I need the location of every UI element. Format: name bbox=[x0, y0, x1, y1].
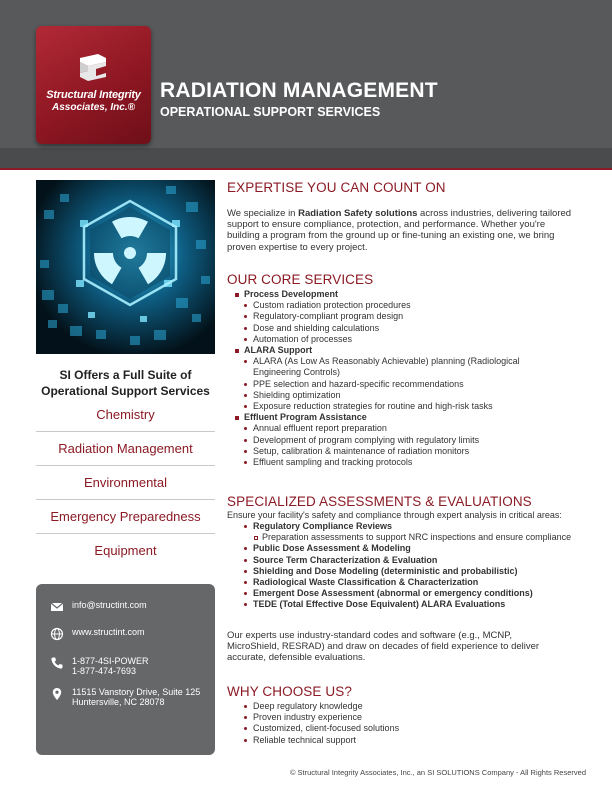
list-item: Source Term Characterization & Evaluation bbox=[227, 555, 597, 566]
expertise-paragraph: We specialize in Radiation Safety solutions across industries, delivering tailored support to ensure compliance, protection, and performance. Whether you're building a program from the ground up or fine-tuning an existing one, we bring proven expertise to every project. bbox=[227, 208, 572, 253]
map-pin-icon bbox=[50, 687, 64, 701]
core-services-list bbox=[227, 289, 597, 468]
list-item: Regulatory-compliant program design bbox=[227, 311, 597, 322]
phone-icon bbox=[50, 656, 64, 670]
assessments-heading: SPECIALIZED ASSESSMENTS & EVALUATIONS bbox=[227, 494, 532, 509]
contact-web-row[interactable] bbox=[50, 627, 145, 641]
list-item: Setup, calibration & maintenance of radiation monitors bbox=[227, 446, 597, 457]
assessments-paragraph: Our experts use industry-standard codes and software (e.g., MCNP, MicroShield, RESRAD) and draw on decades of field experience to deliver accurate, defensible evaluations. bbox=[227, 630, 540, 664]
list-item: Reliable technical support bbox=[227, 735, 597, 746]
list-item: Proven industry experience bbox=[227, 712, 597, 723]
list-item: Effluent Program Assistance bbox=[227, 412, 597, 423]
list-item: Preparation assessments to support NRC inspections and ensure compliance bbox=[227, 532, 597, 543]
assessments-list bbox=[227, 521, 597, 611]
envelope-icon bbox=[50, 600, 64, 614]
list-item: Radiological Waste Classification & Characterization bbox=[227, 577, 597, 588]
contact-phone-1[interactable]: 1-877-4SI-POWER bbox=[72, 656, 149, 666]
globe-icon bbox=[50, 627, 64, 641]
list-item: Development of program complying with regulatory limits bbox=[227, 435, 597, 446]
service-list bbox=[36, 398, 215, 568]
radiation-photo bbox=[36, 180, 215, 354]
expertise-heading: EXPERTISE YOU CAN COUNT ON bbox=[227, 180, 446, 195]
contact-box bbox=[36, 584, 215, 755]
list-item: Regulatory Compliance Reviews bbox=[227, 521, 597, 532]
contact-phone-2[interactable]: 1-877-474-7693 bbox=[72, 666, 137, 676]
service-chemistry[interactable]: Chemistry bbox=[36, 398, 215, 432]
service-emergency-preparedness[interactable]: Emergency Preparedness bbox=[36, 500, 215, 534]
list-item-continuation: Engineering Controls) bbox=[253, 367, 341, 378]
service-radiation-management[interactable]: Radiation Management bbox=[36, 432, 215, 466]
suite-title: SI Offers a Full Suite of Operational Support Services bbox=[41, 368, 210, 398]
company-logo[interactable] bbox=[36, 26, 151, 144]
contact-phone-row[interactable] bbox=[50, 656, 149, 676]
list-item: Automation of processes bbox=[227, 334, 597, 345]
list-item: PPE selection and hazard-specific recommendations bbox=[227, 379, 597, 390]
radiation-trefoil-icon bbox=[36, 180, 215, 354]
contact-email-row[interactable] bbox=[50, 600, 147, 614]
logo-name: Structural Integrity bbox=[46, 89, 141, 101]
list-item: Emergent Dose Assessment (abnormal or emergency conditions) bbox=[227, 588, 597, 599]
assessments-intro: Ensure your facility's safety and compliance through expert analysis in critical areas: bbox=[227, 510, 562, 520]
si-logo-icon bbox=[76, 50, 110, 84]
list-item: Dose and shielding calculations bbox=[227, 323, 597, 334]
list-item: Customized, client-focused solutions bbox=[227, 723, 597, 734]
list-item: TEDE (Total Effective Dose Equivalent) ALARA Evaluations bbox=[227, 599, 597, 610]
contact-address-row bbox=[50, 687, 200, 707]
logo-name-line2: Associates, Inc.® bbox=[52, 102, 135, 113]
list-item: Deep regulatory knowledge bbox=[227, 701, 597, 712]
service-equipment[interactable]: Equipment bbox=[94, 543, 157, 558]
contact-email[interactable]: info@structint.com bbox=[72, 600, 147, 610]
list-item: Custom radiation protection procedures bbox=[227, 300, 597, 311]
why-list bbox=[227, 701, 597, 746]
why-heading: WHY CHOOSE US? bbox=[227, 684, 352, 699]
header-stripe bbox=[0, 148, 612, 170]
footer-copyright: © Structural Integrity Associates, Inc., an SI SOLUTIONS Company - All Rights Reserved bbox=[289, 768, 586, 777]
service-environmental[interactable]: Environmental bbox=[36, 466, 215, 500]
page-subtitle: OPERATIONAL SUPPORT SERVICES bbox=[160, 105, 381, 119]
list-item: ALARA (As Low As Reasonably Achievable) planning (Radiological bbox=[227, 356, 597, 367]
list-item: Exposure reduction strategies for routine and high-risk tasks bbox=[227, 401, 597, 412]
list-item: Process Development bbox=[227, 289, 597, 300]
list-item: Annual effluent report preparation bbox=[227, 423, 597, 434]
header-accent-line bbox=[0, 168, 612, 170]
core-services-heading: OUR CORE SERVICES bbox=[227, 272, 374, 287]
list-item: ALARA Support bbox=[227, 345, 597, 356]
contact-address-2: Huntersville, NC 28078 bbox=[72, 697, 165, 707]
list-item: Public Dose Assessment & Modeling bbox=[227, 543, 597, 554]
contact-website[interactable]: www.structint.com bbox=[72, 627, 145, 637]
list-item: Effluent sampling and tracking protocols bbox=[227, 457, 597, 468]
page-title: RADIATION MANAGEMENT bbox=[160, 79, 438, 102]
list-item: Shielding optimization bbox=[227, 390, 597, 401]
list-item: Shielding and Dose Modeling (deterministic and probabilistic) bbox=[227, 566, 597, 577]
contact-address-1: 11515 Vanstory Drive, Suite 125 bbox=[72, 687, 201, 697]
